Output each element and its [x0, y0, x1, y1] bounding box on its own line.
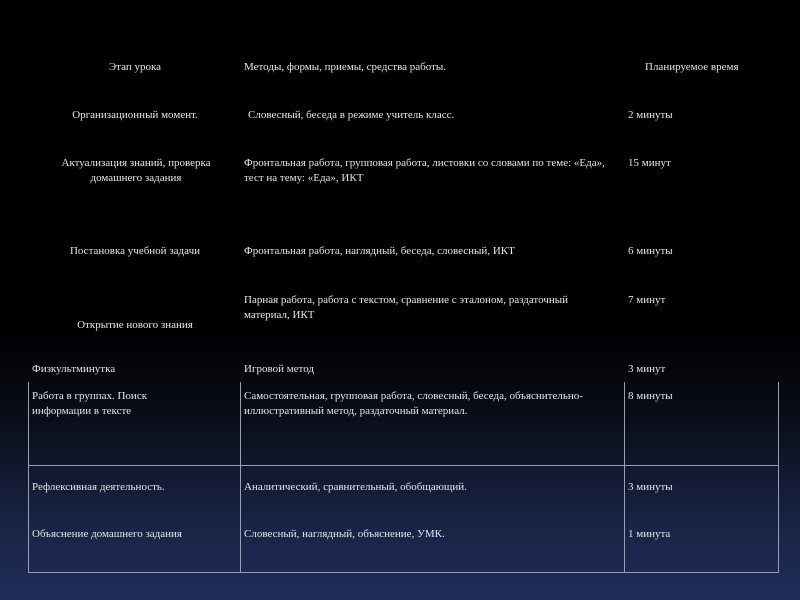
row-7-time: 3 минуты: [628, 481, 673, 493]
row-1-stage: Организационный момент.: [72, 109, 198, 121]
table-left-border: [28, 382, 29, 573]
row-6-methods: Самостоятельная, групповая работа, словесный, беседа, объяснительно-иллюстративный метод, раздаточный материал.: [244, 390, 583, 417]
row-2-time: 15 минут: [628, 157, 671, 169]
row-2-stage: Актуализация знаний, проверка домашнего задания: [61, 157, 211, 184]
row-5-stage: Физкультминутка: [32, 363, 116, 375]
row-1-methods: Словесный, беседа в режиме учитель класс.: [248, 109, 455, 121]
row-7-stage: Рефлексивная деятельность.: [32, 481, 165, 493]
lesson-plan-table: [28, 38, 779, 573]
row-1-time: 2 минуты: [628, 109, 673, 121]
row-8-methods: Словесный, наглядный, объяснение, УМК.: [244, 528, 445, 540]
row-4-time: 7 минут: [628, 294, 666, 306]
row-4-methods: Парная работа, работа с текстом, сравнение с эталоном, раздаточный материал, ИКТ: [244, 294, 568, 321]
header-time: Планируемое время: [645, 61, 739, 73]
column-divider-1: [240, 382, 241, 573]
row-3-stage: Постановка учебной задачи: [69, 245, 201, 257]
row-6-time: 8 минуты: [628, 390, 673, 402]
header-stage: Этап урока: [108, 61, 162, 73]
row-3-time: 6 минуты: [628, 245, 673, 257]
row-4-stage: Открытие нового знания: [77, 319, 193, 331]
row-6-stage: Работа в группах. Поиск информации в тексте: [32, 390, 148, 417]
row-8-time: 1 минута: [628, 528, 671, 540]
row-3-methods: Фронтальная работа, наглядный, беседа, словесный, ИКТ: [244, 245, 515, 257]
row-2-methods: Фронтальная работа, групповая работа, листовки со словами по теме: «Еда», тест на тему: «Еда», ИКТ: [244, 157, 605, 184]
row-divider: [28, 465, 779, 466]
table-bottom-border: [28, 572, 779, 573]
header-methods: Методы, формы, приемы, средства работы.: [244, 61, 447, 73]
row-5-time: 3 минут: [628, 363, 666, 375]
column-divider-2: [624, 382, 625, 573]
table-right-border: [778, 382, 779, 573]
row-7-methods: Аналитический, сравнительный, обобщающий.: [244, 481, 467, 493]
row-5-methods: Игровой метод: [244, 363, 314, 375]
row-8-stage: Объяснение домашнего задания: [32, 528, 182, 540]
